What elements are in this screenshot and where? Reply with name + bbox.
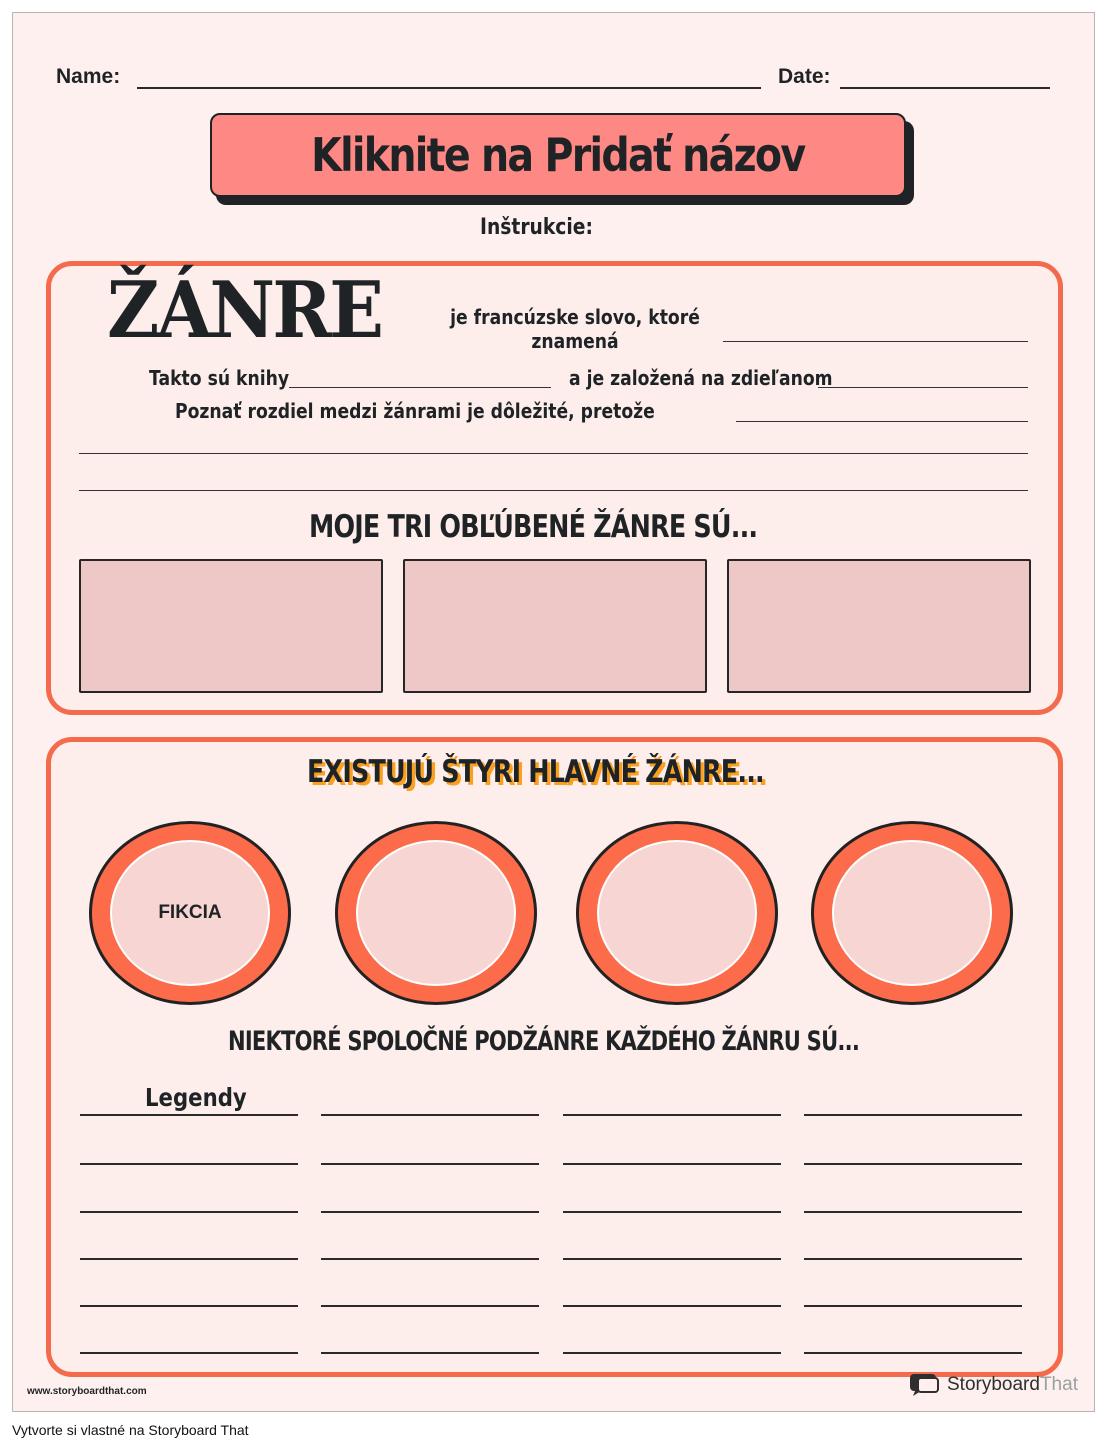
definition-line2-right: a je založená na zdieľanom	[569, 366, 833, 390]
definition-line2-left: Takto sú knihy	[149, 366, 290, 390]
page-title[interactable]: Kliknite na Pridať názov	[311, 128, 805, 182]
subgenre-line[interactable]	[563, 1352, 781, 1354]
genre-word: ŽÁNRE	[107, 265, 382, 356]
genre-circle-3[interactable]	[576, 821, 778, 1005]
favorite-box-1[interactable]	[79, 559, 383, 693]
subgenres-heading: NIEKTORÉ SPOLOČNÉ PODŽÁNRE KAŽDÉHO ŽÁNRU SÚ...	[228, 1026, 860, 1057]
genre-circle-4[interactable]	[811, 821, 1013, 1005]
bottom-note[interactable]: Vytvorte si vlastné na Storyboard That	[12, 1422, 249, 1438]
shared-blank[interactable]	[818, 387, 1028, 388]
subgenre-line[interactable]	[80, 1305, 298, 1307]
subgenre-entry-legendy: Legendy	[145, 1083, 247, 1112]
subgenre-line[interactable]	[80, 1211, 298, 1213]
subgenre-line[interactable]	[804, 1305, 1022, 1307]
date-label: Date:	[778, 65, 831, 88]
subgenre-line[interactable]	[804, 1258, 1022, 1260]
name-field[interactable]	[137, 87, 761, 89]
subgenre-line[interactable]	[321, 1211, 539, 1213]
date-field[interactable]	[840, 87, 1050, 89]
subgenre-line[interactable]	[563, 1305, 781, 1307]
reason-blank-2[interactable]	[79, 453, 1028, 454]
favorite-box-3[interactable]	[727, 559, 1031, 693]
definition-line1-wrap	[425, 305, 725, 353]
subgenre-line[interactable]	[563, 1258, 781, 1260]
genre-circle-2[interactable]	[335, 821, 537, 1005]
genre-circle-3-inner[interactable]	[597, 840, 757, 986]
genre-circle-1-label: FIKCIA	[158, 902, 222, 923]
subgenre-line[interactable]	[321, 1352, 539, 1354]
subgenre-line[interactable]	[563, 1163, 781, 1165]
subgenre-line[interactable]	[804, 1352, 1022, 1354]
definition-line1: je francúzske slovo, ktoré znamená	[450, 305, 700, 353]
genre-circle-1-inner[interactable]	[110, 840, 270, 986]
subgenre-line[interactable]	[804, 1211, 1022, 1213]
subgenre-line[interactable]	[321, 1163, 539, 1165]
storyboardthat-logo[interactable]	[909, 1373, 1078, 1397]
name-label: Name:	[56, 65, 121, 88]
subgenre-line[interactable]	[321, 1114, 539, 1116]
meaning-blank[interactable]	[723, 341, 1028, 342]
subgenre-line[interactable]	[80, 1352, 298, 1354]
favorites-heading: MOJE TRI OBĽÚBENÉ ŽÁNRE SÚ...	[309, 509, 758, 545]
reason-blank-1[interactable]	[736, 421, 1028, 422]
genre-circle-4-inner[interactable]	[832, 840, 992, 986]
books-blank[interactable]	[289, 387, 551, 388]
footer-url[interactable]: www.storyboardthat.com	[27, 1386, 147, 1397]
main-genres-heading: EXISTUJÚ ŠTYRI HLAVNÉ ŽÁNRE...	[307, 754, 764, 790]
subgenre-line[interactable]	[80, 1258, 298, 1260]
title-box[interactable]	[210, 113, 906, 197]
favorite-box-2[interactable]	[403, 559, 707, 693]
definition-line3: Poznať rozdiel medzi žánrami je dôležité, pretože	[175, 399, 655, 423]
subgenre-line[interactable]	[80, 1163, 298, 1165]
genre-circle-1[interactable]	[89, 821, 291, 1005]
subgenre-line[interactable]	[80, 1114, 298, 1116]
reason-blank-3[interactable]	[79, 490, 1028, 491]
worksheet-page	[12, 12, 1095, 1412]
subgenre-line[interactable]	[563, 1211, 781, 1213]
instructions-label: Inštrukcie:	[480, 215, 593, 240]
speech-bubble-icon	[909, 1373, 941, 1397]
subgenre-line[interactable]	[321, 1258, 539, 1260]
subgenre-line[interactable]	[804, 1163, 1022, 1165]
subgenre-line[interactable]	[804, 1114, 1022, 1116]
genre-circle-2-inner[interactable]	[356, 840, 516, 986]
subgenre-line[interactable]	[321, 1305, 539, 1307]
subgenre-line[interactable]	[563, 1114, 781, 1116]
brand-name: StoryboardThat	[947, 1374, 1078, 1395]
